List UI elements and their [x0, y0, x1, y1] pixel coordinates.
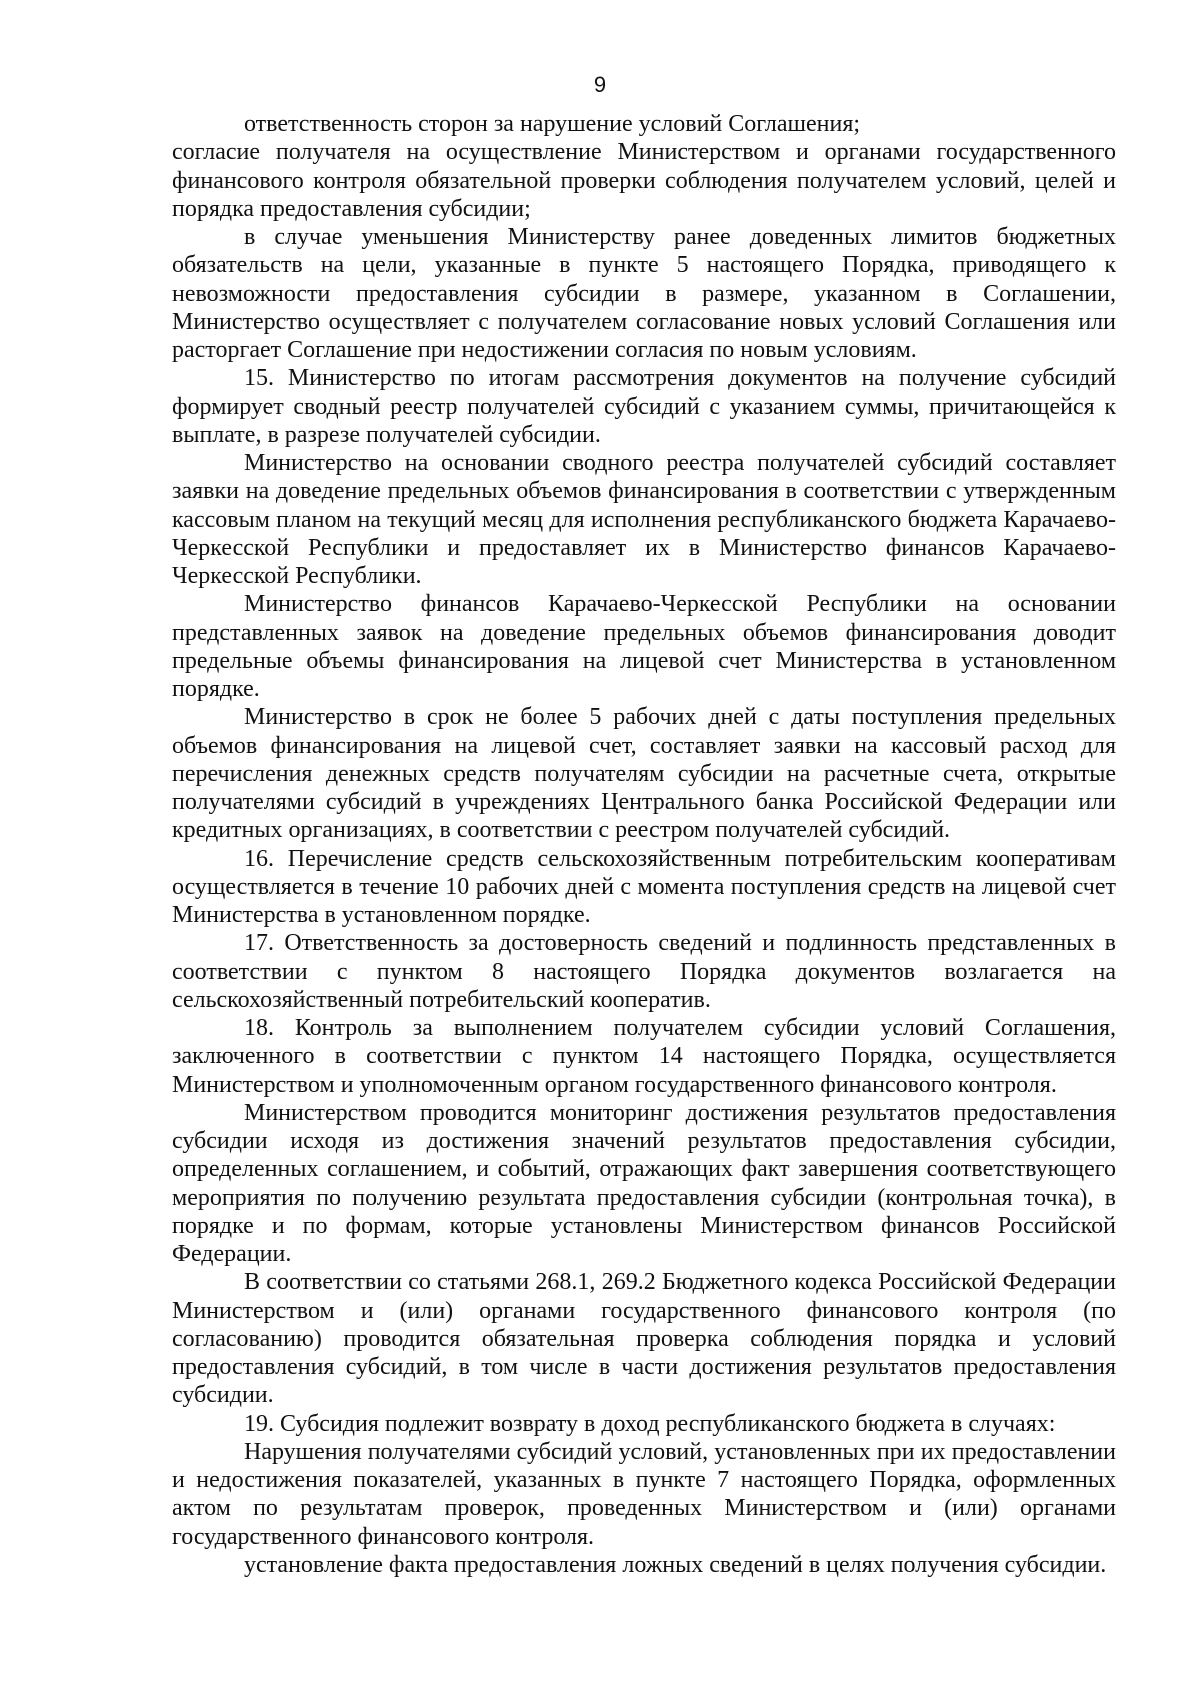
paragraph: Министерство в срок не более 5 рабочих дней с даты поступления предельных объемов финансирования на лицевой счет, составляет заявки на кассовый расход для перечисления денежных средств получателям субсидии на расчетные счета, открытые получателями субсидий в учреждениях Центрального банка Российской Федерации или кредитных организациях, в соответствии с реестром получателей субсидий. [172, 704, 1116, 844]
paragraph: 15. Министерство по итогам рассмотрения документов на получение субсидий формирует сводный реестр получателей субсидий с указанием суммы, причитающейся к выплате, в разрезе получателей субсидии. [172, 365, 1116, 448]
paragraph: Министерство на основании сводного реестра получателей субсидий составляет заявки на доведение предельных объемов финансирования в соответствии с утвержденным кассовым планом на текущий месяц для исполнения республиканского бюджета Карачаево-Черкесской Республики и предоставляет их в Министерство финансов Карачаево-Черкесской Республики. [172, 450, 1116, 589]
paragraph: В соответствии со статьями 268.1, 269.2 Бюджетного кодекса Российской Федерации Министерством и (или) органами государственного финансового контроля (по согласованию) проводится обязательная проверка соблюдения порядка и условий предоставления субсидий, в том числе в части достижения результатов предоставления субсидии. [172, 1269, 1116, 1409]
paragraph: 17. Ответственность за достоверность сведений и подлинность представленных в соответствии с пунктом 8 настоящего Порядка документов возлагается на сельскохозяйственный потребительский кооператив. [172, 930, 1116, 1013]
paragraph: в случае уменьшения Министерству ранее доведенных лимитов бюджетных обязательств на цели, указанные в пункте 5 настоящего Порядка, приводящего к невозможности предоставления субсидии в размере, указанном в Соглашении, Министерство осуществляет с получателем согласование новых условий Соглашения или расторгает Соглашение при недостижении согласия по новым условиям. [172, 224, 1116, 363]
paragraph: установление факта предоставления ложных сведений в целях получения субсидии. [244, 1551, 1107, 1578]
paragraph: Министерством проводится мониторинг достижения результатов предоставления субсидии исходя из достижения значений результатов предоставления субсидии, определенных соглашением, и событий, отражающих факт завершения соответствующего мероприятия по получению результата предоставления субсидии (контрольная точка), в порядке и по формам, которые установлены Министерством финансов Российской Федерации. [172, 1099, 1116, 1267]
paragraph: 16. Перечисление средств сельскохозяйственным потребительским кооперативам осуществляется в течение 10 рабочих дней с момента поступления средств на лицевой счет Министерства в установленном порядке. [172, 845, 1116, 928]
document-body [172, 110, 1116, 1579]
paragraph: 19. Субсидия подлежит возврату в доход республиканского бюджета в случаях: [244, 1410, 1056, 1437]
paragraph: Министерство финансов Карачаево-Черкесской Республики на основании представленных заявок на доведение предельных объемов финансирования доводит предельные объемы финансирования на лицевой счет Министерства в установленном порядке. [172, 591, 1116, 702]
paragraph: ответственность сторон за нарушение условий Соглашения; [244, 111, 861, 137]
page-number: 9 [593, 72, 607, 97]
paragraph: 18. Контроль за выполнением получателем субсидии условий Соглашения, заключенного в соответствии с пунктом 14 настоящего Порядка, осуществляется Министерством и уполномоченным органом государственного финансового контроля. [172, 1015, 1116, 1098]
paragraph: Нарушения получателями субсидий условий, установленных при их предоставлении и недостижения показателей, указанных в пункте 7 настоящего Порядка, оформленных актом по результатам проверок, проведенных Министерством и (или) органами государственного финансового контроля. [172, 1438, 1116, 1550]
paragraph: согласие получателя на осуществление Министерством и органами государственного финансового контроля обязательной проверки соблюдения получателем условий, целей и порядка предоставления субсидии; [172, 139, 1116, 222]
